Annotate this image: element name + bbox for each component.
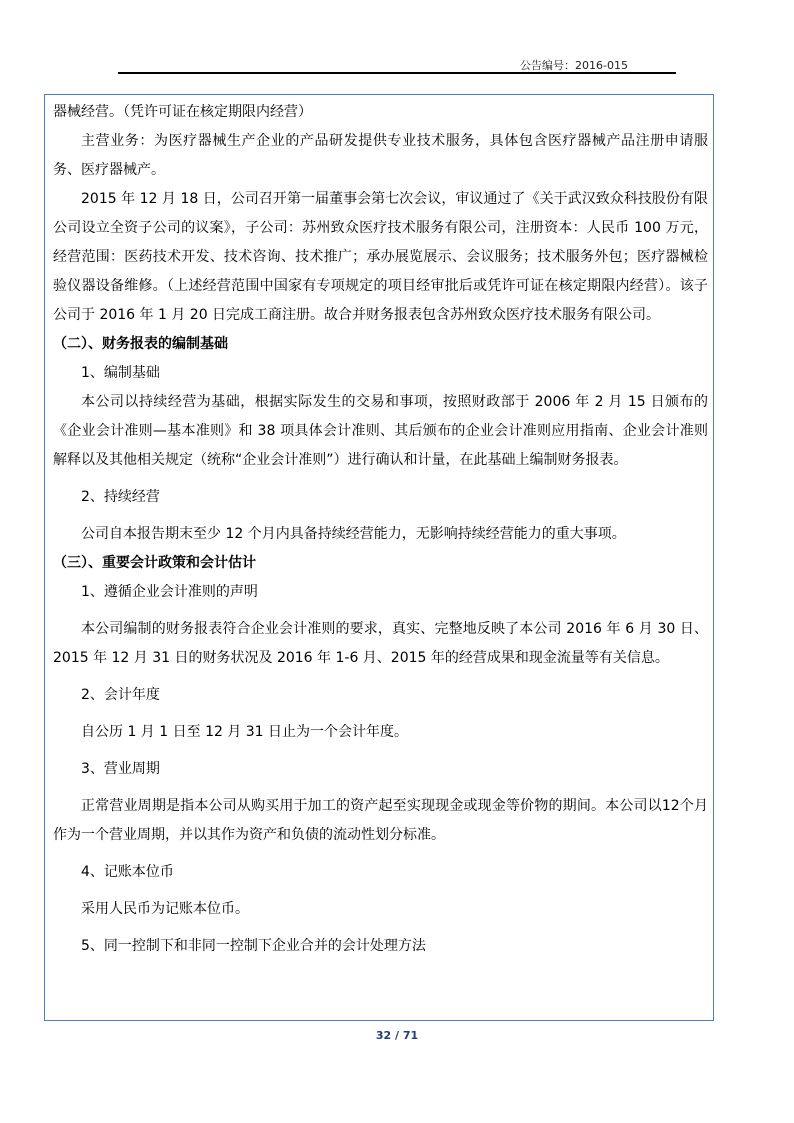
section-heading-basis: （二）、财务报表的编制基础 (53, 336, 228, 352)
paragraph-fiscal-year: 自公历 1 月 1 日至 12 月 31 日止为一个会计年度。 (81, 724, 409, 740)
paragraph-operating-cycle: 正常营业周期是指本公司从购买用于加工的资产起至实现现金或现金等价物的期间。本公司以12个月作为一个营业周期，并以其作为资产和负债的流动性划分标准。 (53, 798, 708, 843)
subsection-title-preparation-basis: 1、编制基础 (81, 365, 160, 381)
paragraph-main-business: 主营业务：为医疗器械生产企业的产品研发提供专业技术服务，具体包含医疗器械产品注册申请服务、医疗器械产。 (53, 133, 708, 178)
page-indicator: 32 / 71 (375, 1029, 419, 1042)
subsection-title-going-concern: 2、持续经营 (81, 489, 160, 505)
paragraph-functional-currency: 采用人民币为记账本位币。 (81, 901, 249, 917)
document-text (53, 98, 708, 961)
header-rule (118, 72, 676, 74)
header-notice-number: 公告编号：2016-015 (520, 59, 628, 72)
subsection-title-fiscal-year: 2、会计年度 (81, 687, 160, 703)
subsection-title-operating-cycle: 3、营业周期 (81, 761, 160, 777)
subsection-title-compliance-statement: 1、遵循企业会计准则的声明 (81, 584, 258, 600)
subsection-title-business-combination: 5、同一控制下和非同一控制下企业合并的会计处理方法 (81, 938, 426, 954)
paragraph-preparation-basis: 本公司以持续经营为基础，根据实际发生的交易和事项，按照财政部于 2006 年 2 月 15 日颁布的《企业会计准则—基本准则》和 38 项具体会计准则、其后颁布的企业会计准则应用指南、企业会计准则解释以及其他相关规定（统称“企业会计准则”）进行确认和计量，在此基础上编制财务报表。 (53, 394, 708, 468)
paragraph-business-scope-end: 器械经营。（凭许可证在核定期限内经营） (53, 104, 312, 120)
paragraph-compliance-statement: 本公司编制的财务报表符合企业会计准则的要求，真实、完整地反映了本公司 2016 年 6 月 30 日、2015 年 12 月 31 日的财务状况及 2016 年 1-6 月、2015 年的经营成果和现金流量等有关信息。 (53, 621, 708, 666)
paragraph-subsidiary: 2015 年 12 月 18 日，公司召开第一届董事会第七次会议，审议通过了《关于武汉致众科技股份有限公司设立全资子公司的议案》，子公司：苏州致众医疗技术服务有限公司，注册资本：人民币 100 万元，经营范围：医药技术开发、技术咨询、技术推广；承办展览展示、会议服务；技术服务外包；医疗器械检验仪器设备维修。（上述经营范围中国家有专项规定的项目经审批后或凭许可证在核定期限内经营）。该子公司于 2016 年 1 月 20 日完成工商注册。故合并财务报表包含苏州致众医疗技术服务有限公司。 (53, 191, 708, 323)
paragraph-going-concern: 公司自本报告期末至少 12 个月内具备持续经营能力，无影响持续经营能力的重大事项。 (81, 526, 626, 542)
subsection-title-functional-currency: 4、记账本位币 (81, 864, 174, 880)
section-heading-accounting-policies: （三）、重要会计政策和会计估计 (53, 555, 256, 571)
